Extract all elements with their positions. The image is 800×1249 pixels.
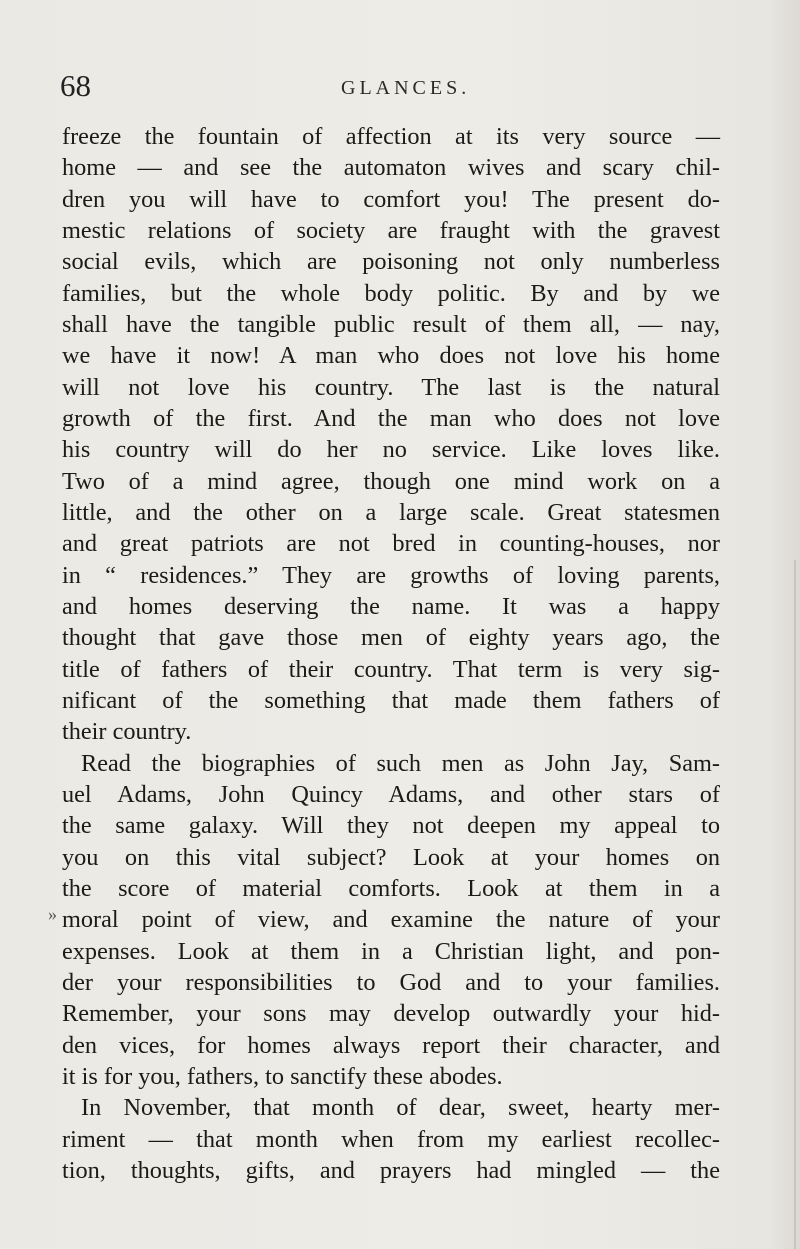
text-line: we have it now! A man who does not love his home (62, 342, 720, 370)
text-line: der your responsibilities to God and to your families. (62, 968, 720, 996)
text-line: social evils, which are poisoning not only numberless (62, 248, 720, 276)
text-line: you on this vital subject? Look at your homes on (62, 843, 720, 871)
text-line: thought that gave those men of eighty years ago, the (62, 624, 720, 652)
text-line: the same galaxy. Will they not deepen my appeal to (62, 812, 720, 840)
text-line: dren you will have to comfort you! The present do- (62, 185, 720, 213)
text-line: riment — that month when from my earliest recollec- (62, 1125, 720, 1153)
page-header (60, 66, 760, 106)
text-line: expenses. Look at them in a Christian light, and pon- (62, 937, 720, 965)
text-line: den vices, for homes always report their character, and (62, 1031, 720, 1059)
text-line: Remember, your sons may develop outwardly your hid- (62, 1000, 720, 1028)
text-line: it is for you, fathers, to sanctify these abodes. (62, 1062, 503, 1090)
text-line: families, but the whole body politic. By and by we (62, 279, 720, 307)
text-line: In November, that month of dear, sweet, hearty mer- (81, 1094, 720, 1122)
body-text (62, 121, 720, 1186)
text-line: tion, thoughts, gifts, and prayers had mingled — the (62, 1156, 720, 1184)
text-line: the score of material comforts. Look at them in a (62, 874, 720, 902)
text-line: mestic relations of society are fraught with the gravest (62, 216, 720, 244)
text-line: uel Adams, John Quincy Adams, and other stars of (62, 780, 720, 808)
text-line: little, and the other on a large scale. Great statesmen (62, 498, 720, 526)
text-line: shall have the tangible public result of them all, — nay, (62, 310, 720, 338)
running-head: GLANCES. (341, 77, 471, 99)
text-line: moral point of view, and examine the nature of your (62, 906, 720, 934)
text-line: home — and see the automaton wives and scary chil- (62, 154, 720, 182)
text-line: will not love his country. The last is the natural (62, 373, 720, 401)
text-line: nificant of the something that made them fathers of (62, 686, 720, 714)
text-line: and great patriots are not bred in counting-houses, nor (62, 530, 720, 558)
text-line: Read the biographies of such men as John Jay, Sam- (81, 749, 720, 777)
text-line: in “ residences.” They are growths of loving parents, (62, 561, 720, 589)
text-line: their country. (62, 718, 192, 746)
margin-mark: » (48, 904, 57, 924)
text-line: title of fathers of their country. That term is very sig- (62, 655, 720, 683)
page-number: 68 (60, 68, 91, 103)
text-line: his country will do her no service. Like loves like. (62, 436, 720, 464)
text-line: growth of the first. And the man who does not love (62, 404, 720, 432)
text-line: Two of a mind agree, though one mind work on a (62, 467, 720, 495)
page-edge-shadow (794, 560, 796, 1249)
text-line: freeze the fountain of affection at its very source — (62, 123, 720, 150)
text-line: and homes deserving the name. It was a happy (62, 592, 720, 620)
